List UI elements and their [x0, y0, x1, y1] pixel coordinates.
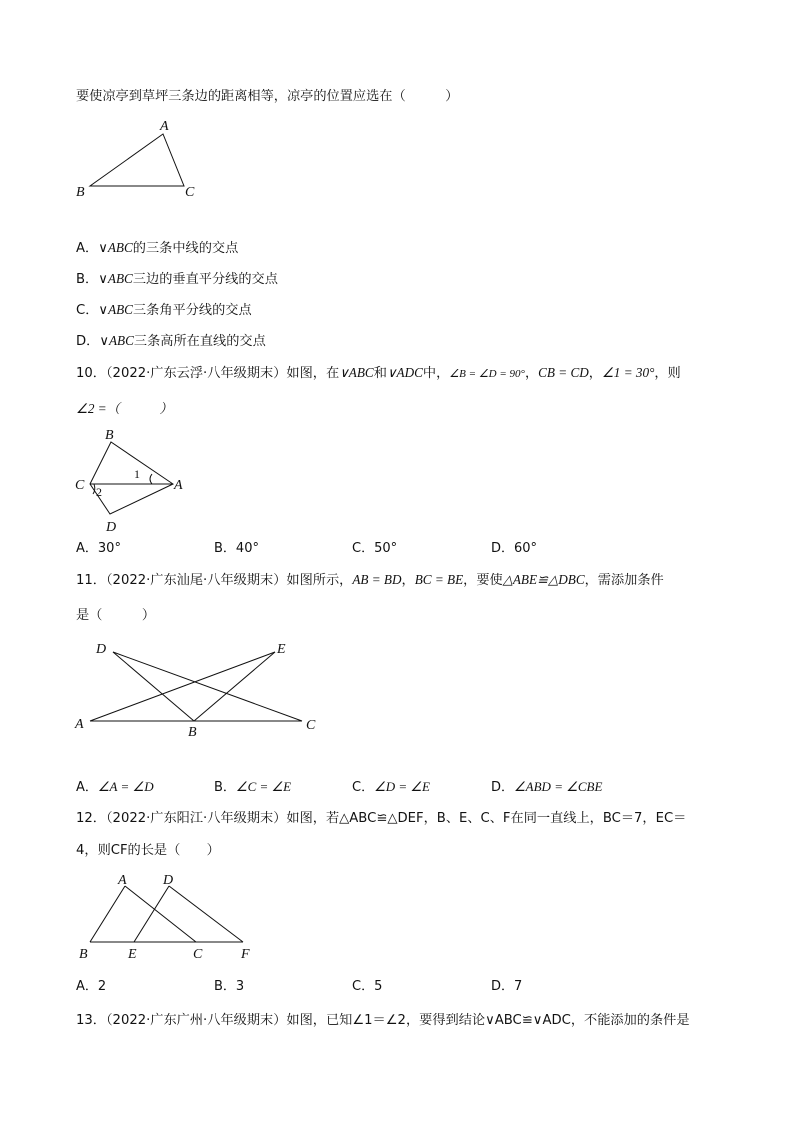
q11-segment-dc — [113, 652, 302, 721]
q9-label-a: A — [160, 119, 169, 134]
q12-segment-ba — [90, 886, 125, 942]
q11-stem: 11．（2022·广东汕尾·八年级期末）如图所示，AB = BD，BC = BE，要使△ABE≌△DBC，需添加条件 — [76, 572, 664, 588]
q11-option-c: C．∠D = ∠E — [352, 779, 430, 795]
q11-label-a: A — [75, 717, 84, 732]
q11-label-d: D — [96, 642, 107, 657]
q12-label-b: B — [79, 947, 88, 962]
q10-angle1-arc — [150, 474, 152, 484]
q9-option-b: B．∨ABC三边的垂直平分线的交点 — [76, 271, 278, 287]
q11-stem-line2: 是（ ） — [76, 608, 156, 623]
q11-option-b: B．∠C = ∠E — [214, 779, 292, 795]
q12-option-b: B．3 — [214, 979, 245, 994]
q12-stem: 12．（2022·广东阳江·八年级期末）如图，若△ABC≌△DEF，B、E、C、F在同一直线上，BC＝7，EC＝ — [76, 811, 687, 826]
q9-triangle-figure — [70, 116, 210, 206]
q10-option-b: B．40° — [214, 541, 259, 556]
q13-stem: 13．（2022·广东广州·八年级期末）如图，已知∠1＝∠2，要得到结论∨ABC≌∨ADC，不能添加的条件是 — [76, 1013, 690, 1028]
q12-stem-line2: 4，则CF的长是（ ） — [76, 843, 220, 858]
q10-stem-line2: ∠2 =（ ） — [76, 401, 173, 416]
q9-option-a: A．∨ABC的三条中线的交点 — [76, 240, 239, 256]
q10-label-a: A — [174, 478, 183, 493]
q12-label-d: D — [163, 873, 174, 888]
q12-label-a: A — [118, 873, 127, 888]
q10-label-d: D — [106, 520, 117, 535]
q12-label-e: E — [128, 947, 137, 962]
q10-stem: 10．（2022·广东云浮·八年级期末）如图，在∨ABC和∨ADC中，∠B = ∠D = 90°，CB = CD，∠1 = 30°，则 — [76, 365, 681, 381]
q12-label-c: C — [193, 947, 203, 962]
q12-segment-df — [169, 886, 243, 942]
q10-option-c: C．50° — [352, 541, 398, 556]
q10-label-c: C — [75, 478, 85, 493]
q12-segment-ed — [134, 886, 169, 942]
q9-option-c: C．∨ABC三条角平分线的交点 — [76, 302, 252, 318]
q11-option-d: D．∠ABD = ∠CBE — [491, 779, 603, 795]
q10-label-1: 1 — [134, 467, 140, 481]
q12-option-d: D．7 — [491, 979, 523, 994]
q10-kite — [90, 442, 173, 514]
q12-option-a: A．2 — [76, 979, 107, 994]
q11-label-b: B — [188, 725, 197, 740]
q9-label-c: C — [185, 185, 195, 200]
q10-quadrilateral-figure — [70, 424, 190, 536]
q12-option-c: C．5 — [352, 979, 383, 994]
q10-option-d: D．60° — [491, 541, 538, 556]
q11-label-e: E — [277, 642, 286, 657]
q12-segment-ac — [125, 886, 196, 942]
q9-label-b: B — [76, 185, 85, 200]
q10-label-b: B — [105, 428, 114, 443]
q9-stem: 要使凉亭到草坪三条边的距离相等，凉亭的位置应选在（ ） — [76, 89, 459, 104]
q10-option-a: A．30° — [76, 541, 121, 556]
q11-option-a: A．∠A = ∠D — [76, 779, 154, 795]
q9-triangle — [90, 134, 184, 186]
q11-figure — [70, 636, 330, 740]
q12-figure — [70, 870, 270, 965]
q12-label-f: F — [241, 947, 250, 962]
q9-option-d: D．∨ABC三条高所在直线的交点 — [76, 333, 266, 349]
q11-label-c: C — [306, 718, 316, 733]
q10-label-2: 2 — [96, 485, 102, 499]
